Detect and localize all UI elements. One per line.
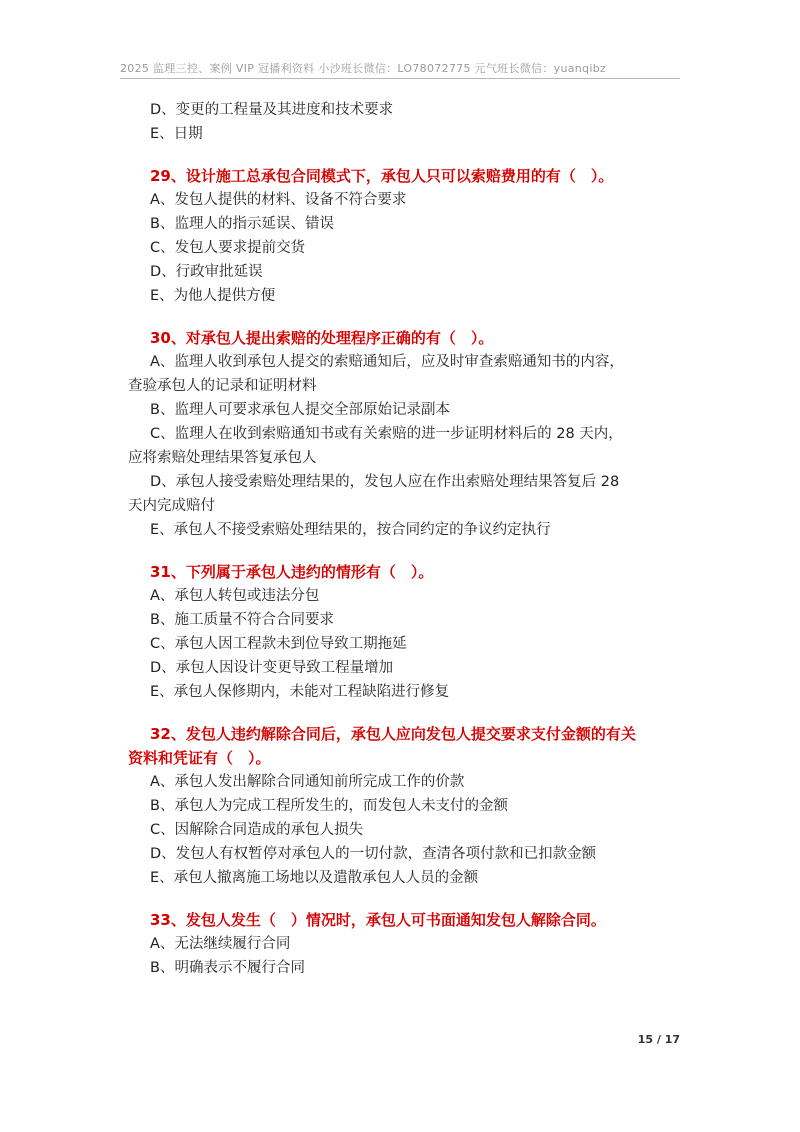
option-d: D、行政审批延误 xyxy=(150,264,263,280)
option-b: B、监理人的指示延误、错误 xyxy=(150,216,334,232)
question-title: 33、发包人发生（ ）情况时，承包人可书面通知发包人解除合同。 xyxy=(150,911,606,929)
option-e: E、日期 xyxy=(150,126,203,142)
option-d: D、变更的工程量及其进度和技术要求 xyxy=(150,102,394,118)
option-c: C、承包人因工程款未到位导致工期拖延 xyxy=(150,636,407,652)
question-32 xyxy=(128,722,690,890)
header-divider xyxy=(120,78,680,79)
option-c: C、因解除合同造成的承包人损失 xyxy=(150,822,364,838)
page-header: 2025 监理三控、案例 VIP 冠播利资料 小沙班长微信：LO78072775 元气班长微信：yuanqibz xyxy=(120,62,607,75)
option-a: A、发包人提供的材料、设备不符合要求 xyxy=(150,192,407,208)
option-e: E、承包人不接受索赔处理结果的，按合同约定的争议约定执行 xyxy=(150,522,551,538)
option-a: A、承包人转包或违法分包 xyxy=(150,588,320,604)
option-b: B、监理人可要求承包人提交全部原始记录副本 xyxy=(150,402,450,418)
option-c: C、发包人要求提前交货 xyxy=(150,240,306,256)
option-b: B、施工质量不符合合同要求 xyxy=(150,612,334,628)
option-d: D、发包人有权暂停对承包人的一切付款，查清各项付款和已扣款金额 xyxy=(150,846,597,862)
option-b: B、明确表示不履行合同 xyxy=(150,960,305,976)
option-d: D、承包人因设计变更导致工程量增加 xyxy=(150,660,394,676)
option-a: A、无法继续履行合同 xyxy=(150,936,291,952)
option-b: B、承包人为完成工程所发生的，而发包人未支付的金额 xyxy=(150,798,508,814)
question-title: 29、设计施工总承包合同模式下，承包人只可以索赔费用的有（ ）。 xyxy=(150,167,614,185)
question-title-continued: 资料和凭证有（ ）。 xyxy=(128,749,271,767)
option-e: E、为他人提供方便 xyxy=(150,288,276,304)
option-c-continued: 应将索赔处理结果答复承包人 xyxy=(128,450,317,466)
option-e: E、承包人保修期内，未能对工程缺陷进行修复 xyxy=(150,684,450,700)
question-title: 32、发包人违约解除合同后，承包人应向发包人提交要求支付金额的有关 xyxy=(150,725,636,743)
option-d: D、承包人接受索赔处理结果的，发包人应在作出索赔处理结果答复后 28 xyxy=(150,474,620,490)
option-a: A、承包人发出解除合同通知前所完成工作的价款 xyxy=(150,774,465,790)
page-number: 15 / 17 xyxy=(637,1033,680,1046)
option-a: A、监理人收到承包人提交的索赔通知后，应及时审查索赔通知书的内容， xyxy=(150,354,624,370)
question-29 xyxy=(150,164,690,308)
option-c: C、监理人在收到索赔通知书或有关索赔的进一步证明材料后的 28 天内， xyxy=(150,426,623,442)
question-title: 30、对承包人提出索赔的处理程序正确的有（ ）。 xyxy=(150,329,494,347)
question-title: 31、下列属于承包人违约的情形有（ ）。 xyxy=(150,563,434,581)
option-e: E、承包人撤离施工场地以及遣散承包人人员的金额 xyxy=(150,870,479,886)
question-30 xyxy=(128,326,690,542)
previous-question-tail xyxy=(150,98,690,146)
document-body xyxy=(128,98,690,980)
option-a-continued: 查验承包人的记录和证明材料 xyxy=(128,378,317,394)
option-d-continued: 天内完成赔付 xyxy=(128,498,215,514)
question-33 xyxy=(150,908,690,980)
question-31 xyxy=(150,560,690,704)
